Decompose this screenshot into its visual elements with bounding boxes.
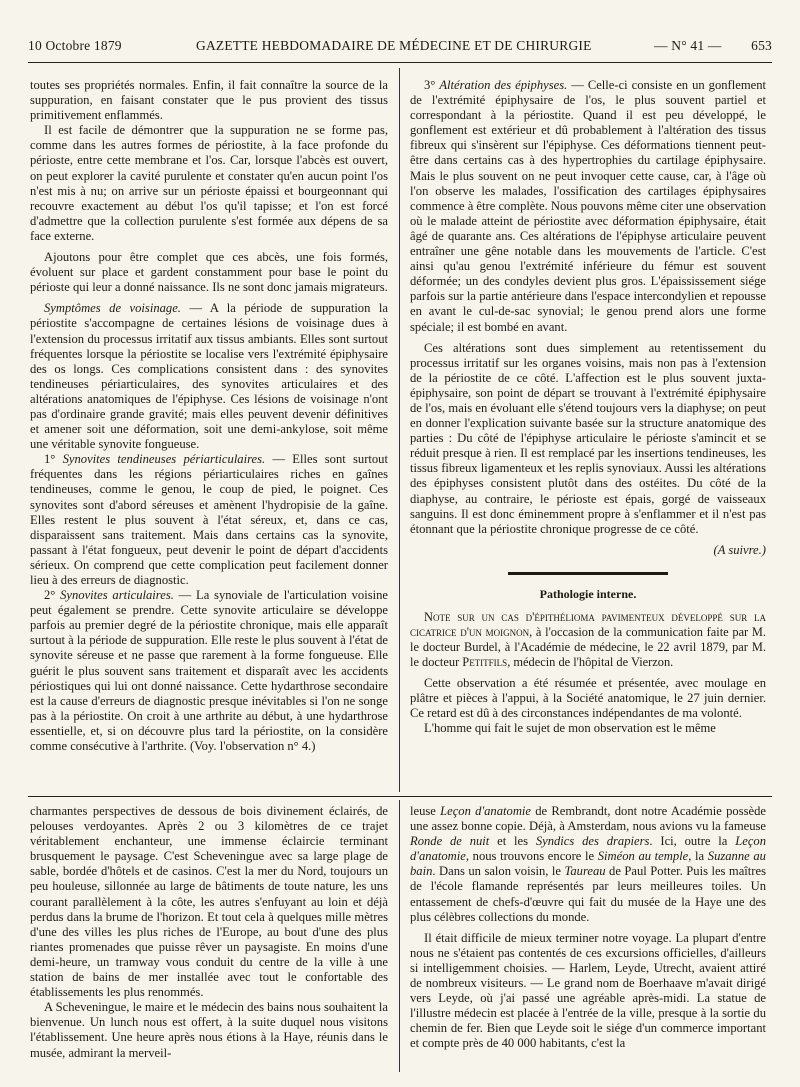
- column-lower-left: [30, 804, 388, 1061]
- section-title: Pathologie interne.: [539, 586, 637, 601]
- artwork-title: Taureau: [564, 864, 606, 879]
- paragraph-text: , nous trouvons encore le: [465, 849, 598, 864]
- paragraph: Cette observation a été résumée et présentée, avec moulage en plâtre et pièces à l'appui, à la Société anatomique, le 27 juin dernier. Ce retard est dû à des circonstances indépendantes de ma volonté.: [410, 676, 766, 721]
- paragraph-text: et les: [489, 834, 536, 849]
- paragraph: charmantes perspectives de dessous de bois divinement éclairés, de pelouses verdoyantes. Après 2 ou 3 kilomètres de ce trajet véritablement enchanteur, une immense éclaircie terminant brusquement le paysage. C'est Scheveningue avec sa large plage de sable, bordée d'hôtels et de casinos. C'est la mer du Nord, toujours un peu houleuse, sillonnée au large de bâtiments de toute nature, les uns courant parallèlement à la côte, les autres s'enfuyant au loin et déjà perdus dans la brume de l'horizon. Et tout cela à quelques mille mètres d'une des villes les plus riches de l'Europe, au bout d'une des plus riantes promenades que puisse rêver un paysagiste. En moins d'une demi-heure, un tramway vous conduit du centre de la ville à une station de bains de mer installée avec tout le confortable des établissements les plus renommés.: [30, 804, 388, 1000]
- paragraph-text: , la: [688, 849, 708, 864]
- item-number: 2°: [44, 588, 56, 603]
- paragraph: Il est facile de démontrer que la suppuration ne se forme pas, comme dans les autres formes de périostite, à la face profonde du périoste, entre cette membrane et l'os. Car, lorsque l'abcès est ouvert, on peut explorer la cavité purulente et constater qu'en aucun point l'os n'est mis à nu; on arrive sur un périoste épaissi et bourgeonnant qui recouvre exactement au début l'os qu'il tapisse; et l'on est forcé d'admettre que la collection purulente s'est formée aux dépens de sa face externe.: [30, 123, 388, 243]
- paragraph: [410, 804, 766, 925]
- column-lower-right: [410, 804, 766, 1052]
- header-issue: — N° 41 —: [654, 38, 722, 53]
- artwork-title: Siméon au temple: [597, 849, 689, 864]
- paragraph: toutes ses propriétés normales. Enfin, il fait connaître la source de la suppuration, en faisant constater que le pus provient des tissus primitivement enflammés.: [30, 78, 388, 123]
- artwork-title: Ronde de nuit: [410, 834, 490, 849]
- paragraph-text: — Elles sont surtout fréquentes dans les régions périarticulaires riches en gaînes tendineuses, comme le genou, le coup de pied, le poignet. Ces synovites sont d'abord séreuses et amènent l'hydropisie de la gaîne. Elles restent le plus souvent à l'état séreux, et, dans ce cas, disparaissent sans traitement. Mais dans certains cas la synovite, passant à l'état fongueux, peut devenir le point de départ d'accidents sérieux. On comprend que cette complication peut facilement donner lieu à des erreurs de diagnostic.: [30, 452, 388, 587]
- artwork-title: Leçon d'anatomie: [410, 834, 766, 864]
- subheading: Altération des épiphyses.: [439, 78, 568, 92]
- header-date: 10 Octobre 1879: [28, 38, 122, 53]
- header-title: GAZETTE HEBDOMADAIRE DE MÉDECINE ET DE CHIRURGIE: [196, 38, 592, 53]
- section-separator: [508, 572, 668, 575]
- paragraph: A Scheveningue, le maire et le médecin des bains nous souhaitent la bienvenue. Un lunch nous est offert, à la suite duquel nous visitons l'établissement. Une heure après nous étions à la Haye, réunis dans le musée, admirant la merveil-: [30, 1000, 388, 1060]
- header-page-number: 653: [751, 38, 772, 53]
- article-author: Petitfils: [462, 655, 508, 669]
- artwork-title: Suzanne au bain: [410, 849, 766, 879]
- article-title-rest: à l'occasion de la communication faite par M. le docteur Burdel, à l'Académie de médecine, le 22 avril 1879, par M. le docteur: [410, 625, 767, 669]
- paragraph: Ces altérations sont dues simplement au retentissement du processus irritatif sur les organes voisins, mais non pas à l'extension de la périostite de ce côté. L'affection est le plus souvent juxta-épiphysaire, son point de départ se trouvant à l'extrémité épiphysaire de l'os, mais en évoluant elle s'étend toujours vers la diaphyse; on peut en donner l'explication suivante basée sur la structure anatomique des parties : Du côté de l'épiphyse articulaire le périoste s'amincit et se réduit presque à rien. Il est remplacé par les insertions tendineuses, les tissus fibreux ligamenteux et les replis synoviaux. Aussi les altérations des épiphyses consistent plutôt dans des ostéites. Du côté de la diaphyse, au contraire, le périoste est épais, gorgé de vaisseaux sanguins. Il est donc éminemment propre à s'enflammer et il n'est pas étonnant que la périostite chronique progresse de ce côté.: [410, 340, 766, 536]
- paragraph: [30, 452, 388, 588]
- subheading: Symptômes de voisinage.: [44, 301, 181, 316]
- item-number: 3°: [424, 78, 436, 92]
- header-rule: [28, 62, 772, 63]
- paragraph-text: de Paul Potter. Puis les maîtres de l'école flamande représentés par leurs meilleures toiles. Un entassement de chefs-d'œuvre qui fait du musée de la Haye une des plus célèbres collections du monde.: [410, 864, 766, 924]
- paragraph-text: leuse: [410, 804, 441, 818]
- subheading: Synovites tendineuses périarticulaires.: [62, 452, 266, 467]
- paragraph: L'homme qui fait le sujet de mon observation est le même: [424, 721, 716, 736]
- to-be-continued: (A suivre.): [713, 542, 766, 557]
- feuilleton-rule: [28, 796, 772, 797]
- column-upper-left: [30, 78, 388, 754]
- column-divider: [399, 68, 400, 792]
- paragraph-text: de Rembrandt, dont notre Académie possède une assez bonne copie. Déjà, à Amsterdam, nous avions vu la fameuse: [410, 804, 766, 834]
- column-divider: [399, 800, 400, 1072]
- article-title-lead: Note sur un cas d'épithélioma pavimenteux développé sur la cicatrice d'un moignon,: [410, 610, 766, 639]
- item-number: 1°: [44, 452, 56, 467]
- paragraph: [30, 301, 388, 452]
- artwork-title: Leçon d'anatomie: [440, 804, 532, 818]
- paragraph: [30, 588, 388, 754]
- paragraph: Il était difficile de mieux terminer notre voyage. La plupart d'entre nous ne s'étaient pas contentés de ces excursions officielles, d'ailleurs si intelligemment choisies. — Harlem, Leyde, Utrecht, avaient attiré de nombreux visiteurs. — Le grand nom de Boerhaave m'avait dirigé vers Leyde, où j'ai passé une agréable après-midi. La statue de l'illustre médecin est placée à l'entrée de la ville, presque à la sortie du chemin de fer. Bien que Leyde soit le siége d'un commerce important et compte près de 40 000 habitants, c'est la: [410, 930, 766, 1051]
- paragraph: Ajoutons pour être complet que ces abcès, une fois formés, évoluent sur place et gardent constamment pour base le point du périoste qui leur a donné naissance. Ils ne sont donc jamais migrateurs.: [30, 250, 388, 295]
- article-title-tail: , médecin de l'hôpital de Vierzon.: [507, 655, 674, 669]
- paragraph-text: — A la période de suppuration la périostite s'accompagne de certaines lésions de voisinage dues à l'extension du processus irritatif aux tissus ambiants. Elles sont surtout fréquentes lorsque la périostite se localise vers l'extrémité épiphysaire des os longs. Ces complications consistent dans : des synovites tendineuses périarticulaires, des synovites articulaires et des altérations anatomiques de l'épiphyse. Ces lésions de voisinage n'ont pas d'ordinaire grande gravité; mais elles peuvent devenir définitives et amener soit une déformation, soit une demi-ankylose, soit même une véritable synovite fongueuse.: [30, 301, 388, 452]
- paragraph-text: — La synoviale de l'articulation voisine peut également se prendre. Cette synovite articulaire se développe parfois au premier degré de la périostite chronique, mais elle apparaît surtout à la période de suppuration. Elle reste le plus souvent à l'état de synovite séreuse et ne passe que rarement à la forme fongueuse. Elle guérit le plus souvent sans traitement et disparaît avec les accidents périostiques qui lui ont donné naissance. Cette hydarthrose secondaire est la cause d'erreurs de diagnostic presque inévitables si l'on ne songe pas à la périostite. On croit à une arthrite au début, à une hydarthrose essentielle, et, si on découvre plus tard la périostite, on la considère comme consécutive à l'arthrite. (Voy. l'observation n° 4.): [30, 588, 388, 754]
- paragraph: [410, 78, 766, 335]
- artwork-title: Syndics des drapiers: [535, 834, 650, 849]
- running-header: [28, 38, 772, 56]
- column-upper-right: [410, 78, 766, 736]
- paragraph-text: — Celle-ci consiste en un gonflement de l'extrémité épiphysaire de l'os, le plus souvent partiel et correspondant à la périostite. Quand il est peu développé, le gonflement est extérieur et dû probablement à l'altération des tissus fibreux qui s'insèrent sur l'épiphyse. Ces déformations tiennent peut-être dans certains cas à des hypertrophies du cartilage épiphysaire. Mais le plus souvent on ne peut invoquer cette cause, car, à l'âge où l'on observe les malades, l'ossification des cartilages épiphysaires commence à être complète. Nous pouvons même citer une observation où le malade atteint de périostite avec déformation épiphysaire, était âgé de quarante ans. Ces altérations de l'épiphyse articulaire peuvent entraîner une gêne notable dans les mouvements de l'article. C'est ainsi qu'au genou l'extrémité inférieure du fémur est souvent déformée; un des condyles devient plus gros. L'épaississement siége parfois sur la partie antérieure dans l'espace intercondylien et repousse en avant le cul-de-sac synovial; le genou prend alors une forme spéciale; il est bombé en avant.: [410, 78, 767, 334]
- paragraph-text: . Dans un salon voisin, le: [432, 864, 565, 879]
- article-title: [410, 610, 766, 670]
- paragraph-text: . Ici, outre la: [649, 834, 736, 849]
- subheading: Synovites articulaires.: [60, 588, 174, 603]
